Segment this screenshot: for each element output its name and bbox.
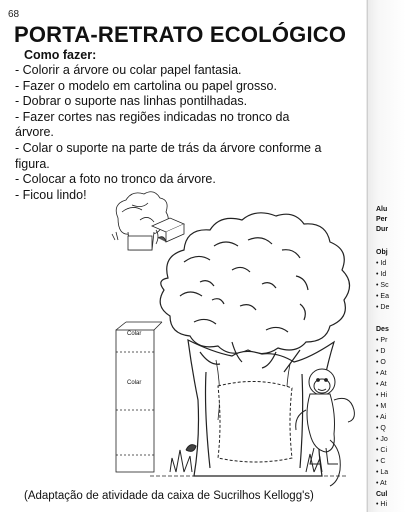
paper-support-strip [116, 322, 162, 472]
adjacent-page-cutoff-text [376, 0, 406, 512]
instruction-step: - Colocar a foto no tronco da árvore. [15, 172, 216, 187]
instruction-step: - Colar o suporte na parte de trás da árvore conforme a [15, 140, 322, 155]
cutoff-line: • Hi [376, 501, 388, 508]
cutoff-line: • Pr [376, 337, 388, 344]
instruction-step: árvore. [15, 125, 54, 140]
source-credit: (Adaptação de atividade da caixa de Sucrilhos Kellogg's) [24, 490, 314, 502]
cutoff-line: • Ci [376, 447, 388, 454]
cutoff-line: Dur [376, 226, 389, 233]
cutoff-line: • M [376, 403, 387, 410]
cutoff-line: • Q [376, 425, 386, 432]
small-example-tree-image [112, 192, 184, 250]
instruction-step: - Colorir a árvore ou colar papel fantasia. [15, 63, 242, 77]
cutoff-line: • Jo [376, 436, 388, 443]
instruction-step: figura. [15, 156, 50, 171]
cutoff-line: • Sc [376, 282, 389, 289]
support-label-middle: Colar [127, 380, 142, 386]
tree-canopy [160, 213, 349, 354]
cutoff-line: • Hi [376, 392, 388, 399]
cutoff-line: Obj [376, 249, 388, 256]
cutoff-line: • At [376, 370, 387, 377]
page-title: PORTA-RETRATO ECOLÓGICO [14, 22, 347, 47]
page-number: 68 [8, 9, 20, 20]
instruction-step: - Fazer cortes nas regiões indicadas no tronco da [15, 109, 290, 124]
cutoff-line: • La [376, 469, 389, 476]
cutoff-line: • Id [376, 271, 387, 278]
cutoff-line: • At [376, 381, 387, 388]
cutoff-line: Cul [376, 491, 388, 498]
support-label-top: Colar [127, 331, 142, 337]
cutoff-line: Per [376, 216, 388, 223]
cutoff-line: Alu [376, 206, 388, 213]
cutoff-line: • De [376, 304, 390, 311]
cutoff-line: • D [376, 348, 386, 355]
cutoff-line: • Id [376, 260, 387, 267]
cutoff-line: • C [376, 458, 386, 465]
photo-opening [218, 381, 292, 462]
cutoff-line: • O [376, 359, 386, 366]
instruction-step: - Fazer o modelo em cartolina ou papel grosso. [15, 78, 277, 93]
cutoff-line: • At [376, 480, 387, 487]
instructions-heading: Como fazer: [24, 48, 97, 62]
instruction-step: - Ficou lindo! [15, 187, 87, 202]
cutoff-line: Des [376, 326, 389, 333]
cutoff-line: • Ea [376, 293, 389, 300]
instruction-step: - Dobrar o suporte nas linhas pontilhadas. [15, 94, 248, 109]
cutoff-line: • Ai [376, 414, 387, 421]
